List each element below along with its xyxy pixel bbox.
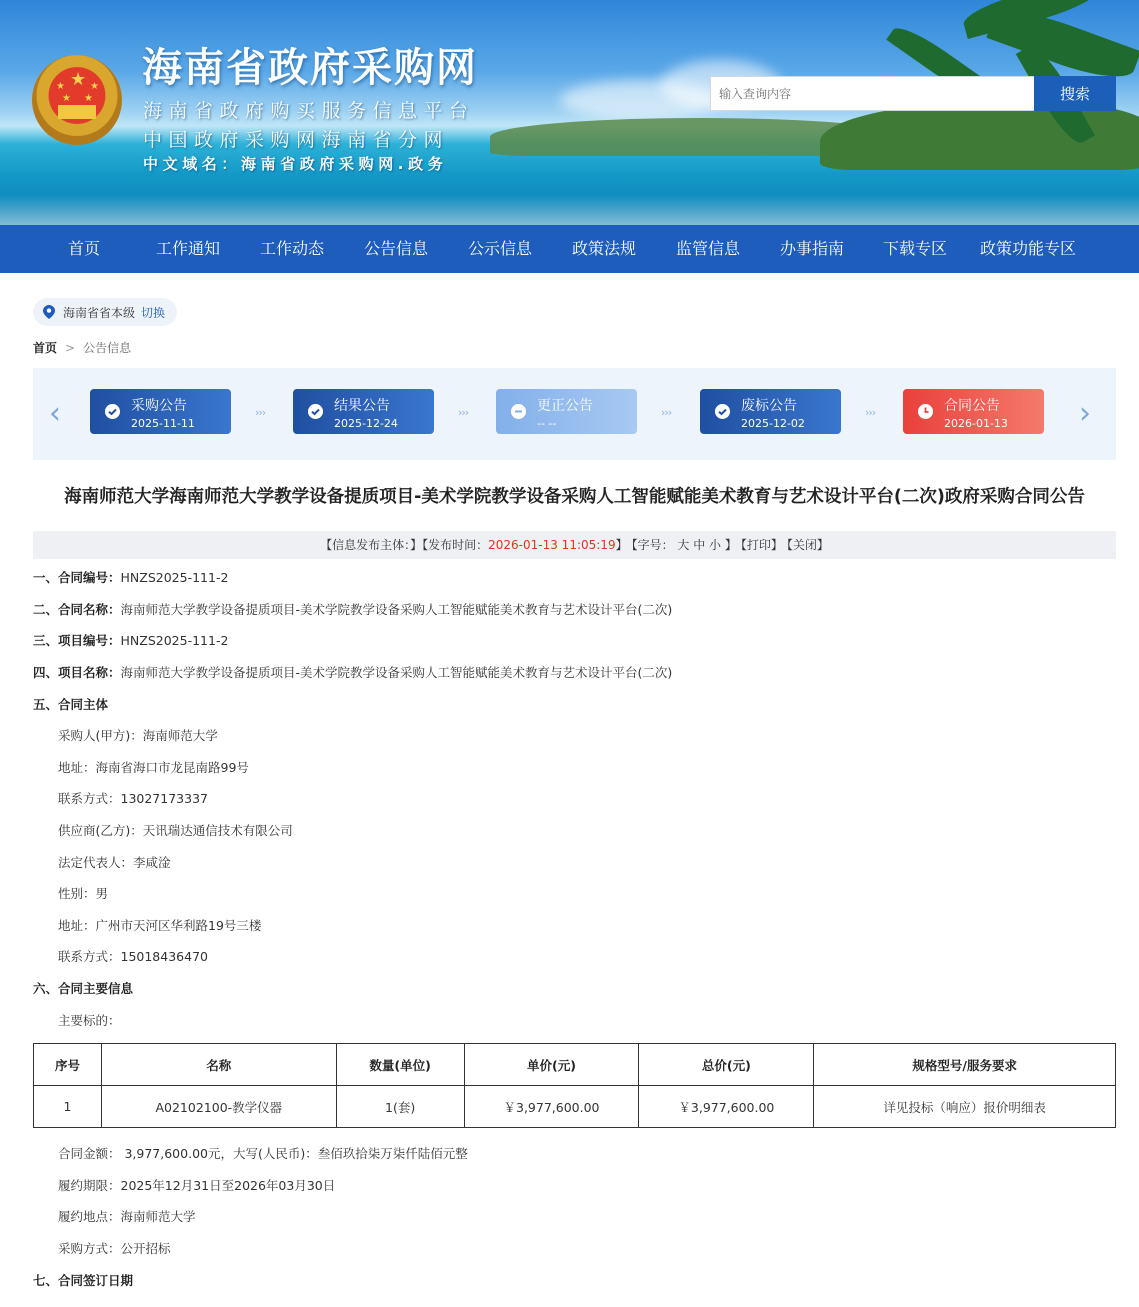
announcement-progress	[33, 368, 1116, 460]
step-contract-notice[interactable]	[903, 389, 1044, 434]
table-cell: 详见投标（响应）报价明细表	[814, 1086, 1116, 1128]
contract-items-table	[33, 1043, 1116, 1128]
step-date: 2025-11-11	[131, 417, 195, 430]
nav-item-work-notice[interactable]: 工作通知	[155, 239, 220, 258]
nav-item-supervision[interactable]: 监管信息	[675, 239, 740, 258]
buyer-contact: 联系方式：13027173337	[58, 791, 208, 806]
chevron-right-icon[interactable]: ›	[1079, 396, 1091, 431]
step-procurement-notice[interactable]	[90, 389, 231, 434]
section-label: 七、合同签订日期	[33, 1273, 134, 1288]
breadcrumb-separator: >	[65, 341, 76, 355]
project-no: HNZS2025-111-2	[120, 633, 229, 648]
table-cell: ￥3,977,600.00	[464, 1086, 639, 1128]
legal-representative: 法定代表人：李咸淦	[58, 855, 171, 870]
performance-period: 履约期限：2025年12月31日至2026年03月30日	[58, 1178, 336, 1193]
table-cell: 1	[34, 1086, 102, 1128]
contract-name-row	[33, 600, 672, 618]
check-circle-icon	[308, 404, 323, 419]
article-meta-bar	[33, 531, 1116, 559]
meta-time-close: 】	[615, 538, 628, 552]
gender: 性别：男	[58, 886, 109, 901]
minus-circle-icon	[511, 404, 526, 419]
supplier-address: 地址：广州市天河区华利路19号三楼	[58, 918, 262, 933]
nav-item-work-news[interactable]: 工作动态	[259, 239, 324, 258]
supplier-contact: 联系方式：15018436470	[58, 949, 208, 964]
nav-item-home[interactable]: 首页	[67, 239, 100, 258]
location-pin-icon	[43, 305, 55, 319]
step-date: -- --	[537, 417, 557, 430]
page-title: 海南师范大学海南师范大学教学设备提质项目-美术学院教学设备采购人工智能赋能美术教育与艺术设计平台(二次)政府采购合同公告	[64, 487, 1085, 507]
step-connector-icon: ›››	[255, 406, 266, 419]
main-nav	[0, 225, 1139, 273]
meta-publisher: 【信息发布主体：】	[320, 538, 423, 552]
supplier: 供应商(乙方)：天讯瑞达通信技术有限公司	[58, 823, 293, 838]
region-label: 海南省省本级	[63, 305, 136, 320]
step-date: 2026-01-13	[944, 417, 1008, 430]
close-link[interactable]: 【关闭】	[786, 538, 829, 552]
search-button[interactable]: 搜索	[1034, 76, 1116, 111]
breadcrumb-home[interactable]: 首页	[33, 341, 58, 355]
emblem-gate	[58, 105, 96, 119]
beach-decoration	[0, 195, 1139, 225]
meta-publish-time: 2026-01-13 11:05:19	[488, 538, 616, 552]
clock-icon	[918, 404, 933, 419]
column-header: 名称	[101, 1044, 336, 1086]
step-label: 废标公告	[741, 398, 797, 414]
step-label: 更正公告	[537, 398, 593, 414]
table-header-row	[34, 1044, 1116, 1086]
nav-item-guide[interactable]: 办事指南	[779, 239, 844, 258]
step-connector-icon: ›››	[865, 406, 876, 419]
step-label: 采购公告	[131, 398, 187, 414]
table-cell: A02102100-教学仪器	[101, 1086, 336, 1128]
contract-name: 海南师范大学教学设备提质项目-美术学院教学设备采购人工智能赋能美术教育与艺术设计平台(二次)	[120, 602, 673, 617]
project-no-row	[33, 631, 228, 649]
site-domain: 中文域名：海南省政府采购网.政务	[143, 155, 448, 173]
check-circle-icon	[105, 404, 120, 419]
section-heading	[33, 979, 133, 997]
print-link[interactable]: 【打印】	[740, 538, 783, 552]
table-cell: ￥3,977,600.00	[639, 1086, 814, 1128]
region-switch-link[interactable]: 切换	[141, 305, 166, 320]
table-row	[34, 1086, 1116, 1128]
step-label: 合同公告	[944, 398, 1000, 414]
field-label: 三、项目编号：	[33, 633, 121, 648]
column-header: 总价(元)	[639, 1044, 814, 1086]
step-date: 2025-12-24	[334, 417, 398, 430]
chevron-left-icon[interactable]: ‹	[49, 396, 61, 431]
section-label: 五、合同主体	[33, 697, 109, 712]
field-label: 二、合同名称：	[33, 602, 121, 617]
project-name-row	[33, 663, 672, 681]
check-circle-icon	[715, 404, 730, 419]
search-input[interactable]	[710, 76, 1035, 111]
table-cell: 1(套)	[336, 1086, 464, 1128]
nav-item-publicity[interactable]: 公示信息	[467, 239, 532, 258]
performance-place: 履约地点：海南师范大学	[58, 1209, 196, 1224]
site-title: 海南省政府采购网	[142, 45, 478, 91]
step-label: 结果公告	[334, 398, 390, 414]
column-header: 序号	[34, 1044, 102, 1086]
font-size-switcher[interactable]: 【字号： 大 中 小 】	[631, 538, 737, 552]
step-date: 2025-12-02	[741, 417, 805, 430]
buyer-address: 地址：海南省海口市龙昆南路99号	[58, 760, 249, 775]
meta-time-label: 【发布时间：	[422, 538, 489, 552]
nav-item-downloads[interactable]: 下载专区	[882, 239, 947, 258]
contract-no-row	[33, 568, 228, 586]
column-header: 数量(单位)	[336, 1044, 464, 1086]
national-emblem-icon: ★ ★ ★ ★ ★	[32, 55, 122, 145]
header-banner	[0, 0, 1139, 225]
nav-item-policy-functions[interactable]: 政策功能专区	[979, 239, 1076, 258]
subject-label: 主要标的：	[58, 1013, 121, 1028]
project-name: 海南师范大学教学设备提质项目-美术学院教学设备采购人工智能赋能美术教育与艺术设计平台(二次)	[120, 665, 673, 680]
step-connector-icon: ›››	[661, 406, 672, 419]
procurement-method: 采购方式：公开招标	[58, 1241, 171, 1256]
step-result-notice[interactable]	[293, 389, 434, 434]
buyer: 采购人(甲方)：海南师范大学	[58, 728, 218, 743]
column-header: 规格型号/服务要求	[814, 1044, 1116, 1086]
contract-no: HNZS2025-111-2	[120, 570, 229, 585]
step-correction-notice[interactable]	[496, 389, 637, 434]
step-cancel-notice[interactable]	[700, 389, 841, 434]
site-subtitle: 中国政府采购网海南省分网	[143, 129, 450, 151]
section-heading	[33, 695, 108, 713]
nav-item-announcements[interactable]: 公告信息	[363, 239, 428, 258]
nav-item-policies[interactable]: 政策法规	[571, 239, 636, 258]
contract-amount: 合同金额： 3,977,600.00元，大写(人民币)：叁佰玖拾柒万柒仟陆佰元整	[58, 1146, 468, 1161]
column-header: 单价(元)	[464, 1044, 639, 1086]
section-heading	[33, 1271, 133, 1289]
site-subtitle: 海南省政府购买服务信息平台	[143, 100, 475, 122]
region-selector	[33, 298, 177, 326]
breadcrumb	[33, 339, 131, 356]
step-connector-icon: ›››	[458, 406, 469, 419]
section-label: 六、合同主要信息	[33, 981, 134, 996]
field-label: 一、合同编号：	[33, 570, 121, 585]
field-label: 四、项目名称：	[33, 665, 121, 680]
breadcrumb-current[interactable]: 公告信息	[83, 341, 132, 355]
